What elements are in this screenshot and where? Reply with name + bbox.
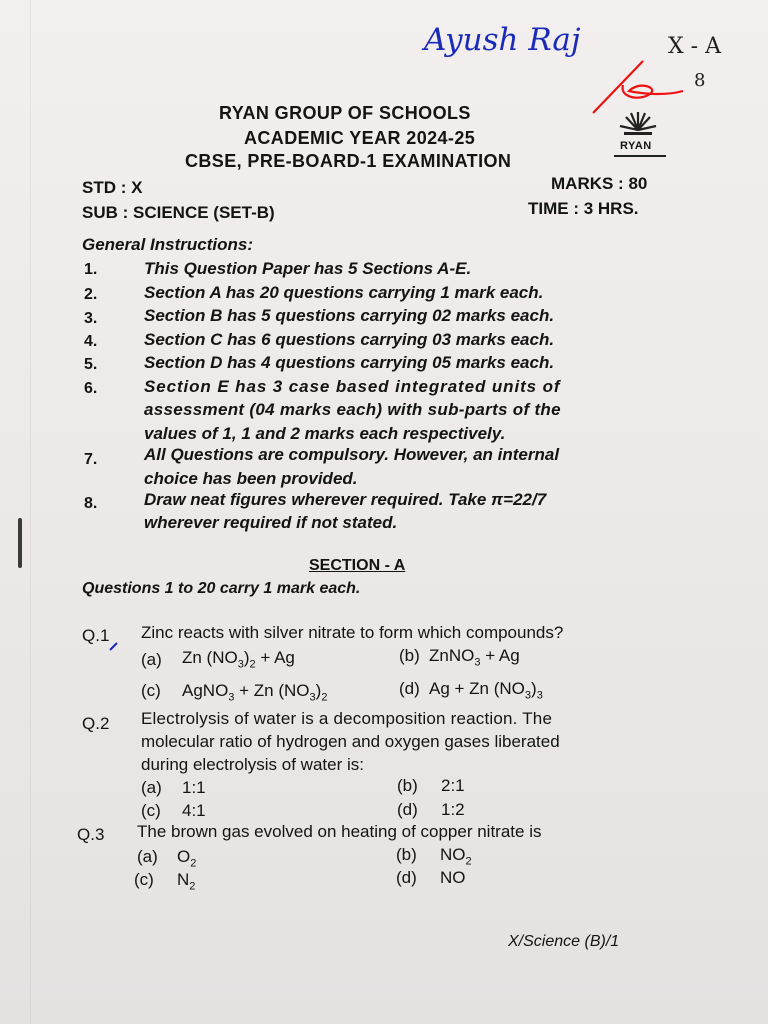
instruction-number: 8. (84, 495, 98, 512)
tick-mark-icon (108, 640, 120, 652)
option-text: $NO_2$ (440, 845, 472, 868)
instruction-text: Section C has 6 questions carrying 03 marks each. (144, 330, 555, 349)
option-text: $O_2$ (177, 847, 197, 870)
instruction-number: 6. (84, 380, 98, 397)
option-label: (c) (134, 870, 154, 889)
option-text: Zn $(NO_3)_2 + Ag$ (182, 648, 295, 671)
question-number: Q.1 (82, 626, 110, 645)
marks-label: MARKS : 80 (551, 174, 648, 193)
instruction-text: This Question Paper has 5 Sections A-E. (144, 259, 472, 278)
subject-label: SUB : SCIENCE (SET-B) (82, 203, 275, 222)
option-label: (c) (141, 801, 161, 820)
question-number: Q.3 (77, 825, 105, 844)
option-text: 4:1 (182, 801, 206, 820)
instruction-text: wherever required if not stated. (144, 513, 398, 532)
option-label: (d) (397, 800, 418, 819)
option-text: ZnNO$_3$ + Ag (429, 646, 520, 669)
std-label: STD : X (82, 178, 143, 197)
logo-text: RYAN (620, 140, 652, 152)
option-label: (a) (141, 650, 162, 669)
time-label: TIME : 3 HRS. (528, 199, 639, 218)
section-title: SECTION - A (309, 557, 406, 574)
option-text: NO (440, 868, 466, 887)
instruction-text: Section B has 5 questions carrying 02 marks each. (144, 306, 555, 325)
question-text: The brown gas evolved on heating of copper nitrate is (137, 822, 542, 841)
instruction-text: choice has been provided. (144, 469, 358, 488)
instructions-title: General Instructions: (82, 235, 253, 254)
option-label: (b) (399, 646, 420, 665)
ryan-logo-icon (610, 108, 666, 164)
instruction-number: 1. (84, 261, 98, 278)
question-text: Zinc reacts with silver nitrate to form which compounds? (141, 623, 564, 642)
instruction-text: values of 1, 1 and 2 marks each respectively. (144, 424, 506, 443)
option-label: (b) (396, 845, 417, 864)
option-label: (b) (397, 776, 418, 795)
option-text: 1:1 (182, 778, 206, 797)
school-name: RYAN GROUP OF SCHOOLS (219, 103, 471, 123)
instruction-text: Section D has 4 questions carrying 05 marks each. (144, 353, 555, 372)
question-number: Q.2 (82, 714, 110, 733)
option-label: (d) (396, 868, 417, 887)
student-name-handwritten: Ayush Raj (424, 22, 581, 58)
instruction-text: Section E has 3 case based integrated units of (144, 377, 561, 396)
instruction-number: 5. (84, 356, 98, 373)
question-text: molecular ratio of hydrogen and oxygen gases liberated (141, 732, 560, 751)
option-label: (c) (141, 681, 161, 700)
option-label: (a) (137, 847, 158, 866)
option-label: (d) (399, 679, 420, 698)
option-text: 2:1 (441, 776, 465, 795)
exam-title: CBSE, PRE-BOARD-1 EXAMINATION (185, 151, 512, 171)
logo-underline (614, 155, 666, 157)
binding-mark (18, 518, 22, 568)
academic-year: ACADEMIC YEAR 2024-25 (244, 128, 476, 148)
instruction-number: 3. (84, 310, 98, 327)
question-text: during electrolysis of water is: (141, 755, 364, 774)
score-handwritten: 8 (694, 70, 706, 91)
option-label: (a) (141, 778, 162, 797)
instruction-number: 2. (84, 286, 98, 303)
page-margin (30, 0, 31, 1024)
instruction-text: Draw neat figures wherever required. Take π=22/7 (144, 490, 547, 509)
class-handwritten: X - A (668, 34, 721, 59)
instruction-number: 4. (84, 333, 98, 350)
instruction-number: 7. (84, 451, 98, 468)
section-subtitle: Questions 1 to 20 carry 1 mark each. (82, 580, 361, 597)
instruction-text: assessment (04 marks each) with sub-parts of the (144, 400, 561, 419)
question-text: Electrolysis of water is a decomposition reaction. The (141, 709, 553, 728)
option-text: 1:2 (441, 800, 465, 819)
instruction-text: All Questions are compulsory. However, an internal (144, 445, 560, 464)
option-text: AgNO$_3$ + Zn $(NO_3)_2$ (182, 681, 328, 704)
page-reference: X/Science (B)/1 (508, 933, 620, 950)
option-text: $N_2$ (177, 870, 196, 893)
instruction-text: Section A has 20 questions carrying 1 mark each. (144, 283, 544, 302)
option-text: Ag + Zn $(NO_3)_3$ (429, 679, 543, 702)
